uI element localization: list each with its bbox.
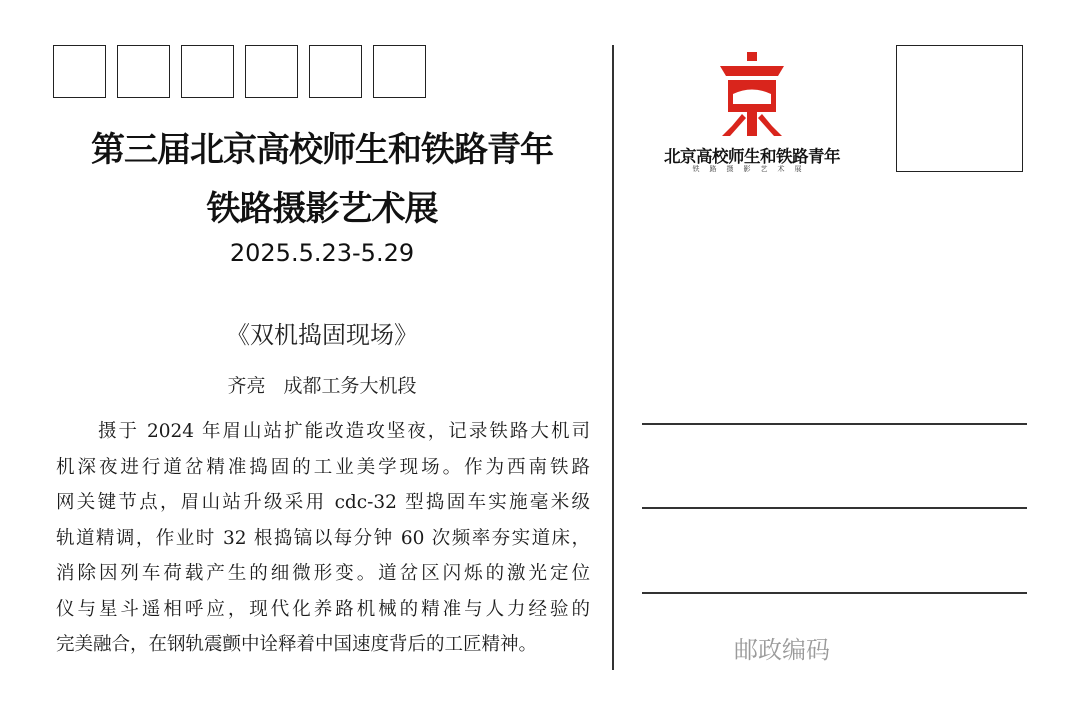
description-line: 网关键节点，眉山站升级采用 cdc-32 型捣固车实施毫米级 [56, 492, 590, 513]
postal-code-box [373, 45, 426, 98]
postal-code-box [245, 45, 298, 98]
work-title: 《双机捣固现场》 [226, 321, 418, 349]
postal-code-box [181, 45, 234, 98]
logo-subtitle: 铁路摄影艺术展 [692, 165, 812, 173]
exhibition-title-line1: 第三届北京高校师生和铁路青年 [91, 130, 553, 170]
exhibition-logo [652, 50, 852, 180]
address-line [642, 592, 1027, 594]
description-line: 摄于 2024 年眉山站扩能改造攻坚夜，记录铁路大机司 [98, 421, 590, 442]
logo-name: 北京高校师生和铁路青年 [664, 147, 840, 166]
postal-code-boxes [53, 45, 426, 98]
work-description [56, 414, 590, 663]
postal-code-box [53, 45, 106, 98]
exhibition-title-line2: 铁路摄影艺术展 [206, 189, 438, 229]
center-divider [612, 45, 614, 670]
address-line [642, 507, 1027, 509]
description-line: 消除因列车荷载产生的细微形变。道岔区闪烁的激光定位 [56, 563, 590, 584]
author-info: 齐亮 成都工务大机段 [227, 375, 417, 397]
postcode-label: 邮政编码 [734, 636, 830, 664]
address-line [642, 423, 1027, 425]
description-line: 完美融合，在钢轨震颤中诠释着中国速度背后的工匠精神。 [56, 634, 538, 655]
description-line: 仪与星斗遥相呼应，现代化养路机械的精准与人力经验的 [56, 598, 590, 620]
postal-code-box [117, 45, 170, 98]
description-line: 轨道精调，作业时 32 根捣镐以每分钟 60 次频率夯实道床， [56, 527, 590, 549]
exhibition-date: 2025.5.23-5.29 [229, 239, 415, 267]
stamp-box [896, 45, 1023, 172]
description-line: 机深夜进行道岔精准捣固的工业美学现场。作为西南铁路 [56, 456, 590, 478]
postal-code-box [309, 45, 362, 98]
railway-logo-icon [716, 52, 788, 138]
